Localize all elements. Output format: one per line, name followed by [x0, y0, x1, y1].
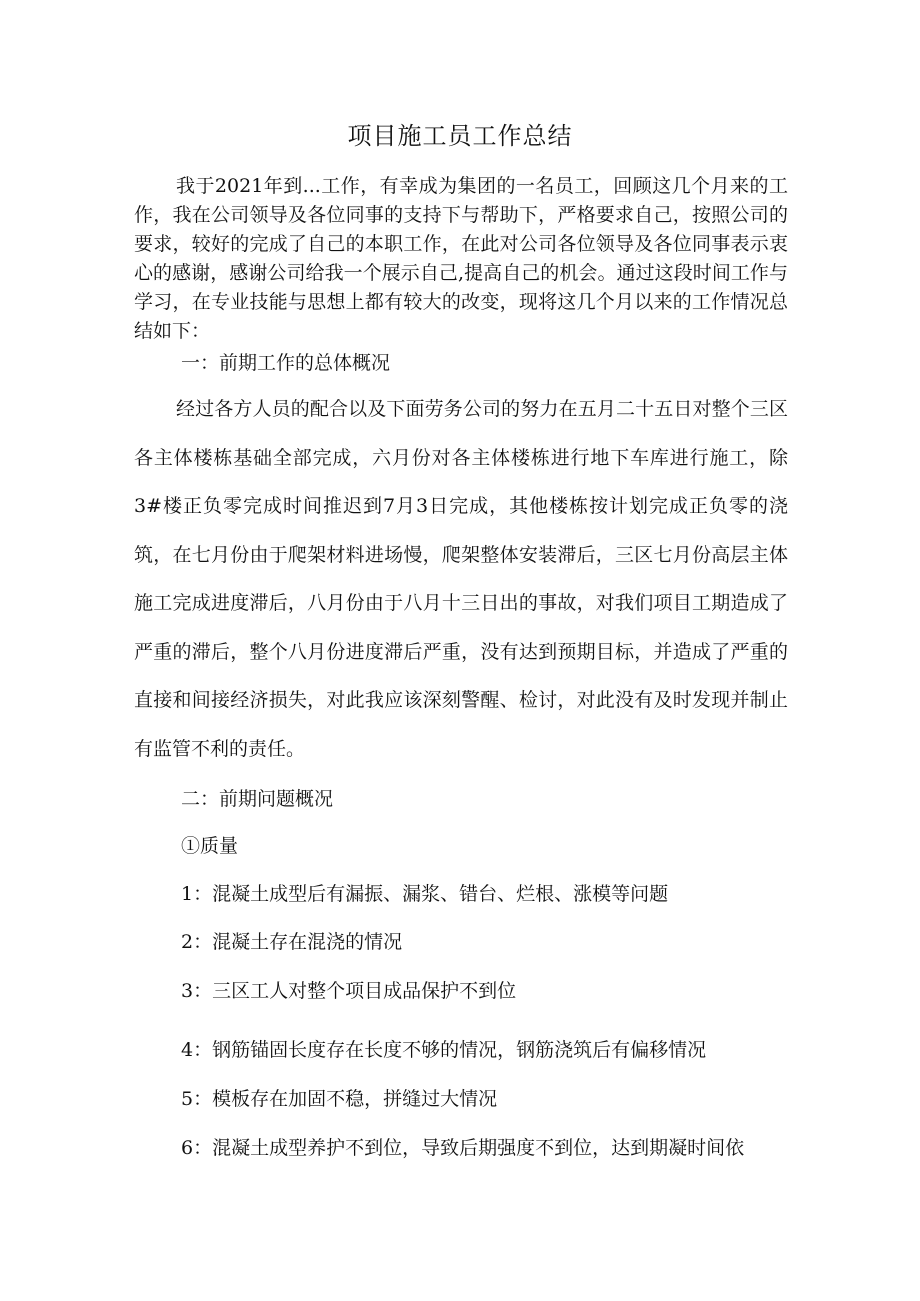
list-item: 1：混凝土成型后有漏振、漏浆、错台、烂根、涨模等问题 — [181, 883, 669, 905]
list-item: 6：混凝土成型养护不到位，导致后期强度不到位，达到期凝时间依 — [181, 1137, 745, 1159]
document-title: 项目施工员工作总结 — [347, 122, 573, 150]
section-body-overview: 经过各方人员的配合以及下面劳务公司的努力在五月二十五日对整个三区各主体楼栋基础全部完成，六月份对各主体楼栋进行地下车库进行施工，除3#楼正负零完成时间推迟到7月3日完成，其他楼栋按计划完成正负零的浇筑，在七月份由于爬架材料进场慢，爬架整体安装滞后，三区七月份高层主体施工完成进度滞后，八月份由于八月十三日出的事故，对我们项目工期造成了严重的滞后，整个八月份进度滞后严重，没有达到预期目标，并造成了严重的直接和间接经济损失，对此我应该深刻警醒、检讨，对此没有及时发现并制止有监管不利的责任。 — [134, 398, 788, 760]
list-item: 2：混凝土存在混浇的情况 — [181, 931, 403, 953]
section-heading-overview: 一：前期工作的总体概况 — [181, 352, 391, 374]
list-item: 3：三区工人对整个项目成品保护不到位 — [181, 980, 517, 1002]
subheading-quality: ①质量 — [181, 835, 239, 857]
section-heading-problems: 二：前期问题概况 — [181, 788, 334, 810]
intro-paragraph: 我于2021年到...工作，有幸成为集团的一名员工，回顾这几个月来的工作，我在公司领导及各位同事的支持下与帮助下，严格要求自己，按照公司的要求，较好的完成了自己的本职工作，在此对公司各位领导及各位同事表示衷心的感谢，感谢公司给我一个展示自己,提高自己的机会。通过这段时间工作与学习，在专业技能与思想上都有较大的改变，现将这几个月以来的工作情况总结如下： — [134, 175, 788, 342]
list-item: 5：模板存在加固不稳，拼缝过大情况 — [181, 1088, 498, 1110]
list-item: 4：钢筋锚固长度存在长度不够的情况，钢筋浇筑后有偏移情况 — [181, 1039, 707, 1061]
